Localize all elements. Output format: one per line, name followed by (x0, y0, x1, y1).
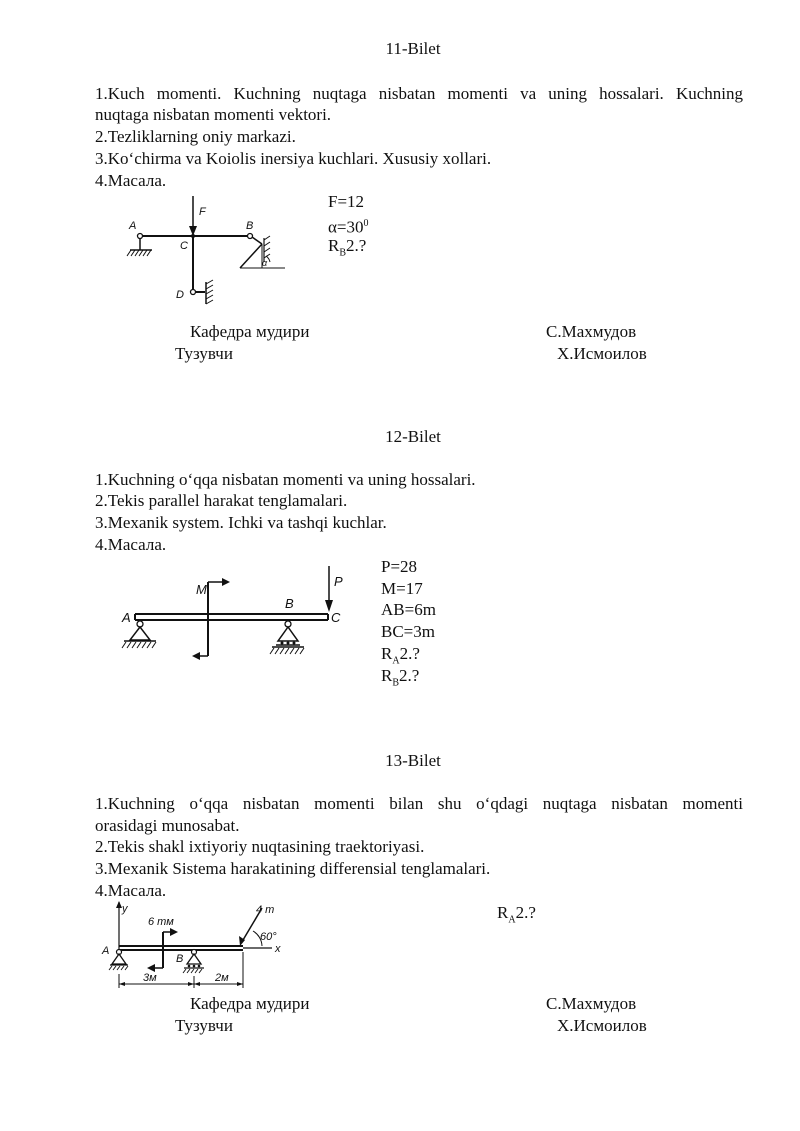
ticket-11-label-alpha: α (262, 258, 268, 268)
ticket-11-q2: 2.Tezliklarning oniy markazi. (95, 127, 296, 146)
author-label-1: Тузувчи (175, 344, 233, 363)
ticket-13-ra-sub: A (508, 914, 516, 926)
ticket-13-ra-tail: 2.? (515, 903, 536, 922)
ticket-12-label-a: A (122, 610, 131, 625)
ticket-13-label-d1: 3м (143, 972, 157, 984)
ticket-11-q4: 4.Масала. (95, 171, 167, 190)
ticket-11-label-b: B (246, 220, 254, 232)
ticket-12-given-p: P=28 (381, 557, 418, 576)
ticket-12-ra-sub: A (392, 655, 400, 667)
ticket-13-q2: 2.Tekis shakl ixtiyoriy nuqtasining traektoriyasi. (95, 837, 425, 856)
author-name-1: Х.Исмоилов (557, 344, 647, 363)
ticket-13-label-d2: 2м (215, 972, 229, 984)
ticket-13-label-moment: 6 тм (148, 916, 174, 928)
ticket-11-label-f: F (199, 206, 206, 218)
ticket-11-alpha-sup: 0 (363, 218, 369, 229)
ticket-11-q1-line2: nuqtaga nisbatan momenti vektori. (95, 105, 332, 124)
ticket-12-label-p: P (334, 574, 343, 589)
ticket-12-given-bc: BC=3m (381, 622, 435, 641)
ticket-13-q3: 3.Mexanik Sistema harakatining differensial tenglamalari. (95, 859, 491, 878)
ticket-13-q4: 4.Масала. (95, 881, 167, 900)
ticket-11-label-d: D (176, 289, 184, 301)
ticket-12-title: 12-Bilet (385, 427, 441, 446)
ticket-12-rb-tail: 2.? (399, 666, 420, 685)
ticket-12-rb-r: R (381, 666, 393, 685)
ticket-11-r: R (328, 236, 340, 255)
ticket-12-q4: 4.Масала. (95, 535, 167, 554)
ticket-11-r-sub: B (339, 247, 347, 259)
ticket-13-label-angle: 60° (260, 931, 277, 943)
ticket-13-q1-line1: 1.Kuchning o‘qqa nisbatan momenti bilan shu o‘qdagi nuqtaga nisbatan momenti (95, 794, 743, 813)
ticket-12-label-m: M (196, 582, 207, 597)
ticket-12-ra-r: R (381, 644, 393, 663)
ticket-13-label-b: B (176, 953, 184, 965)
ticket-11-given-f: F=12 (328, 192, 365, 211)
author-label-2: Тузувчи (175, 1016, 233, 1035)
ticket-12-label-b: B (285, 596, 294, 611)
ticket-12-label-c: C (331, 610, 341, 625)
ticket-12-rb-sub: B (392, 677, 400, 689)
ticket-12-given-ab: AB=6m (381, 600, 436, 619)
chair-name-1: С.Махмудов (546, 322, 637, 341)
ticket-11-label-c: C (180, 240, 188, 252)
ticket-13-label-y: y (122, 903, 128, 915)
author-name-2: Х.Исмоилов (557, 1016, 647, 1035)
ticket-11-title: 11-Bilet (385, 39, 441, 58)
ticket-12-q1: 1.Kuchning o‘qqa nisbatan momenti va uning hossalari. (95, 470, 476, 489)
ticket-12-q2: 2.Tekis parallel harakat tenglamalari. (95, 491, 348, 510)
ticket-11-q3: 3.Ko‘chirma va Koiolis inersiya kuchlari. Xususiy xollari. (95, 149, 492, 168)
ticket-12-ra-tail: 2.? (399, 644, 420, 663)
ticket-13-label-force: 4 т (256, 904, 275, 916)
ticket-13-label-x: x (275, 943, 281, 955)
ticket-11-q1-line1: 1.Kuch momenti. Kuchning nuqtaga nisbatan momenti va uning hossalari. Kuchning (95, 84, 743, 103)
ticket-11-label-a: A (129, 220, 137, 232)
ticket-11-alpha-value: α=30 (328, 217, 364, 237)
ticket-13-ra-r: R (497, 903, 509, 922)
chair-name-2: С.Махмудов (546, 994, 637, 1013)
chair-label-2: Кафедра мудири (190, 994, 310, 1013)
ticket-13-label-a: A (102, 945, 110, 957)
ticket-13-q1-line2: orasidagi munosabat. (95, 816, 240, 835)
ticket-11-r-tail: 2.? (346, 236, 367, 255)
chair-label-1: Кафедра мудири (190, 322, 310, 341)
ticket-12-q3: 3.Mexanik system. Ichki va tashqi kuchlar. (95, 513, 387, 532)
ticket-12-given-m: M=17 (381, 579, 423, 598)
ticket-13-title: 13-Bilet (385, 751, 441, 770)
